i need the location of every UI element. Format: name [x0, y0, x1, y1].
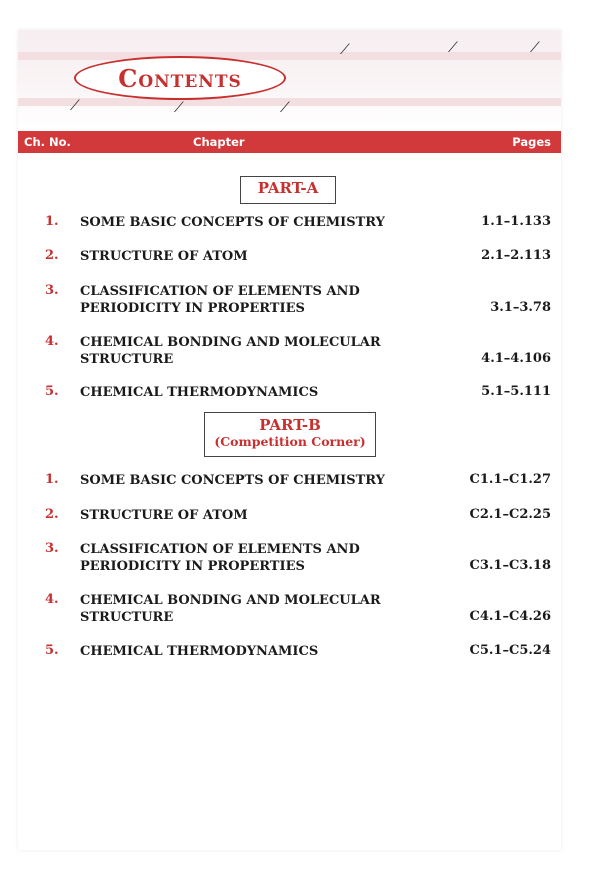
chapter-pages: 4.1–4.106: [481, 351, 551, 366]
chapter-title: CHEMICAL THERMODYNAMICS: [80, 644, 319, 659]
chapter-number: 2.: [45, 248, 59, 263]
pin-mark-icon: ⟋: [530, 40, 540, 56]
chapter-number: 4.: [45, 592, 59, 607]
part-a-label: PART-A: [257, 179, 319, 197]
chapter-number: 4.: [45, 334, 59, 349]
pin-mark-icon: ⟋: [174, 100, 184, 116]
pin-mark-icon: ⟋: [340, 42, 350, 58]
chapter-number: 3.: [45, 283, 59, 298]
chapter-pages: C1.1–C1.27: [469, 472, 551, 487]
chapter-number: 5.: [45, 643, 59, 658]
chapter-pages: C4.1–C4.26: [469, 609, 551, 624]
chapter-title: STRUCTURE OF ATOM: [80, 508, 248, 523]
chapter-number: 1.: [45, 472, 59, 487]
contents-title-oval: [74, 56, 286, 100]
chapter-title: SOME BASIC CONCEPTS OF CHEMISTRY: [80, 215, 385, 230]
chapter-pages: 1.1–1.133: [481, 214, 551, 229]
page-title: Contents: [118, 63, 242, 93]
pin-mark-icon: ⟋: [70, 98, 80, 114]
column-header-ch-no: Ch. No.: [24, 135, 71, 149]
chapter-title: CLASSIFICATION OF ELEMENTS AND PERIODICITY IN PROPERTIES: [80, 542, 360, 574]
part-a-heading: [240, 176, 336, 204]
chapter-title: CHEMICAL BONDING AND MOLECULAR STRUCTURE: [80, 335, 381, 367]
part-b-label: PART-B: [259, 416, 321, 434]
chapter-number: 5.: [45, 384, 59, 399]
chapter-number: 1.: [45, 214, 59, 229]
column-header-bar: [18, 131, 561, 153]
chapter-pages: 2.1–2.113: [481, 248, 551, 263]
chapter-pages: C5.1–C5.24: [469, 643, 551, 658]
contents-page: [18, 30, 561, 850]
pin-mark-icon: ⟋: [280, 100, 290, 116]
part-b-heading: [204, 412, 376, 457]
chapter-title: STRUCTURE OF ATOM: [80, 249, 248, 264]
chapter-title: SOME BASIC CONCEPTS OF CHEMISTRY: [80, 473, 385, 488]
column-header-chapter: Chapter: [193, 135, 245, 149]
pin-mark-icon: ⟋: [448, 40, 458, 56]
column-header-pages: Pages: [512, 135, 551, 149]
header-stripe: [18, 52, 561, 60]
chapter-pages: 3.1–3.78: [490, 300, 551, 315]
chapter-pages: C2.1–C2.25: [469, 507, 551, 522]
chapter-number: 2.: [45, 507, 59, 522]
part-b-sublabel: (Competition Corner): [214, 434, 366, 449]
chapter-title: CHEMICAL BONDING AND MOLECULAR STRUCTURE: [80, 593, 381, 625]
chapter-pages: 5.1–5.111: [481, 384, 551, 399]
chapter-number: 3.: [45, 541, 59, 556]
chapter-title: CLASSIFICATION OF ELEMENTS AND PERIODICITY IN PROPERTIES: [80, 284, 360, 316]
chapter-title: CHEMICAL THERMODYNAMICS: [80, 385, 319, 400]
chapter-pages: C3.1–C3.18: [469, 558, 551, 573]
